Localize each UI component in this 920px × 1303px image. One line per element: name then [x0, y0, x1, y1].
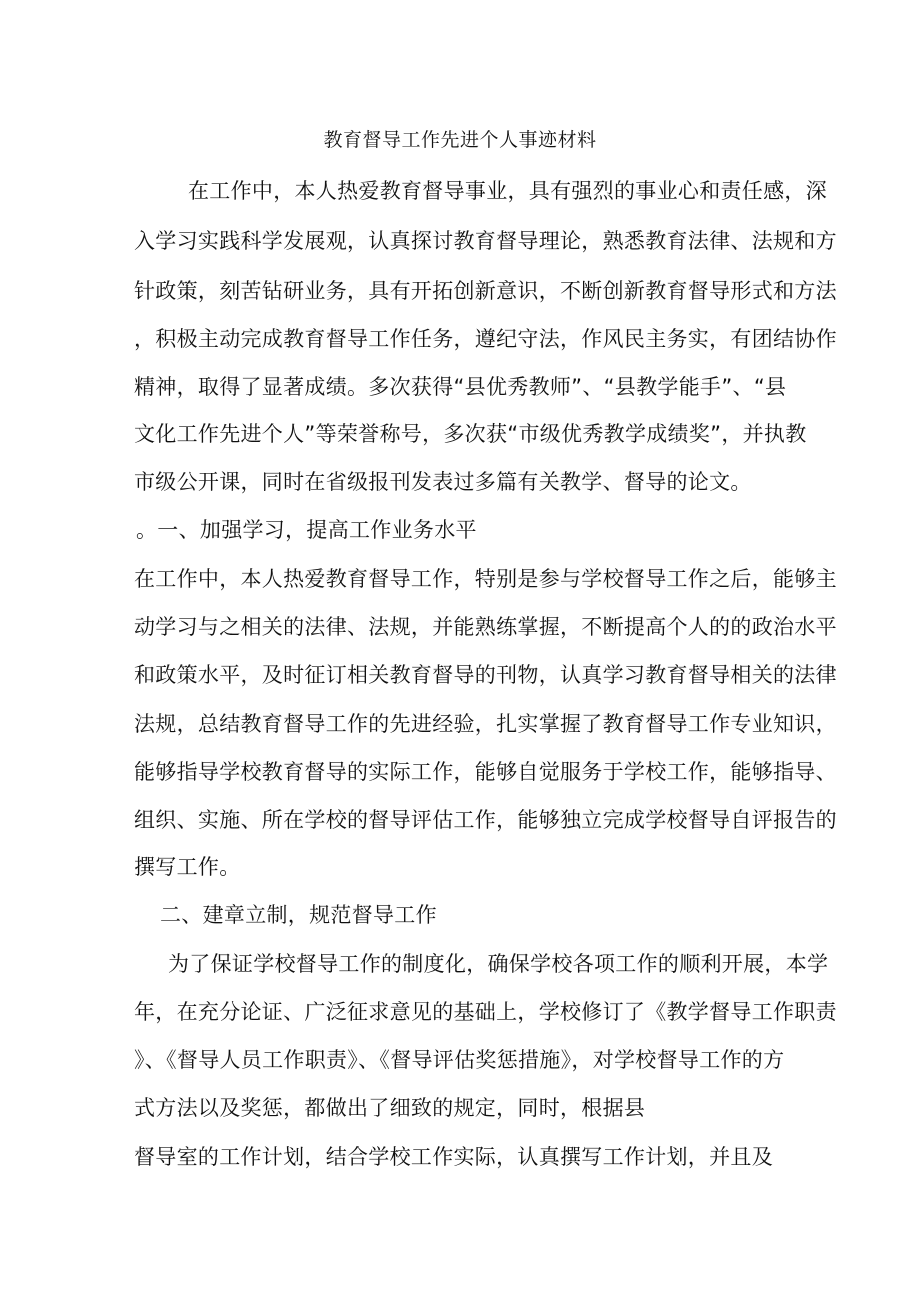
- paragraph-line: 式方法以及奖惩，都做出了细致的规定，同时，根据县: [134, 1096, 646, 1120]
- paragraph-line: 动学习与之相关的法律、法规，并能熟练掌握，不断提高个人的的政治水平: [134, 615, 837, 639]
- paragraph-line: 组织、实施、所在学校的督导评估工作，能够独立完成学校督导自评报告的: [134, 808, 837, 832]
- paragraph-line: 年，在充分论证、广泛征求意见的基础上，学校修订了《教学督导工作职责: [134, 1000, 837, 1024]
- paragraph-line: 精神，取得了显著成绩。多次获得“县优秀教师”、“县教学能手”、“县: [134, 375, 787, 399]
- paragraph-line: 针政策，刻苦钻研业务，具有开拓创新意识，不断创新教育督导形式和方法: [134, 279, 837, 303]
- section-heading: 二、建章立制，规范督导工作: [160, 903, 437, 927]
- paragraph-line: 督导室的工作计划，结合学校工作实际，认真撰写工作计划，并且及: [134, 1145, 773, 1169]
- paragraph-line: 在工作中，本人热爱教育督导事业，具有强烈的事业心和责任感，深: [188, 179, 827, 203]
- paragraph-line: 为了保证学校督导工作的制度化，确保学校各项工作的顺利开展，本学: [168, 952, 829, 976]
- paragraph-line: 市级公开课，同时在省级报刊发表过多篇有关教学、督导的论文。: [134, 470, 752, 494]
- paragraph-line: 》、《督导人员工作职责》、《督导评估奖惩措施》，对学校督导工作的方: [134, 1048, 785, 1072]
- paragraph-line: 能够指导学校教育督导的实际工作，能够自觉服务于学校工作，能够指导、: [134, 760, 837, 784]
- paragraph-line: 在工作中，本人热爱教育督导工作，特别是参与学校督导工作之后，能够主: [134, 567, 837, 591]
- paragraph-line: 法规，总结教育督导工作的先进经验，扎实掌握了教育督导工作专业知识，: [134, 712, 837, 736]
- paragraph-line: 和政策水平，及时征订相关教育督导的刊物，认真学习教育督导相关的法律: [134, 663, 837, 687]
- paragraph-line: 撰写工作。: [134, 855, 241, 879]
- paragraph-line: 文化工作先进个人”等荣誉称号，多次获“市级优秀教学成绩奖”，并执教: [134, 422, 807, 446]
- document-title: 教育督导工作先进个人事迹材料: [323, 129, 597, 151]
- paragraph-line: 入学习实践科学发展观，认真探讨教育督导理论，熟悉教育法律、法规和方: [134, 229, 837, 253]
- section-heading: 。一、加强学习，提高工作业务水平: [136, 518, 477, 542]
- paragraph-line: ，积极主动完成教育督导工作任务，遵纪守法，作风民主务实，有团结协作: [134, 327, 837, 351]
